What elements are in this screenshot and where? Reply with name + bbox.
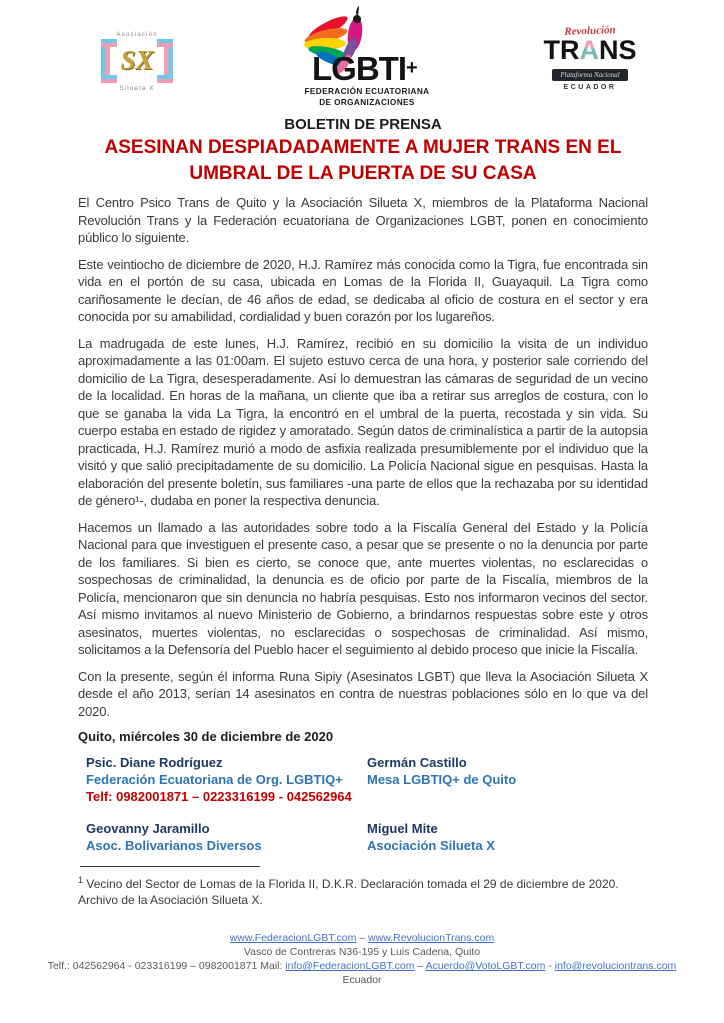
trans-flag-right-bracket-icon (156, 39, 173, 83)
federation-acronym: LGBTI (312, 50, 406, 87)
footer-separator: – (414, 960, 426, 972)
footer-contact-text: Telf.: 042562964 - 023316199 – 0982001871 Mail: (47, 960, 286, 972)
signatory-name: Germán Castillo (367, 755, 467, 771)
footer-separator: – (356, 932, 369, 944)
revoluciontrans-website-link[interactable]: www.RevolucionTrans.com (368, 932, 495, 944)
signatory-org: Asociación Silueta X (367, 838, 495, 854)
footer-address: Vasco de Contreras N36-195 y Luis Cadena, Quito (243, 946, 481, 958)
footer-separator: - (545, 960, 555, 972)
footnote-marker: 1 (78, 875, 84, 886)
paragraph-statistics: Con la presente, según él informa Runa Sipiy (Asesinatos LGBT) que lleva la Asociación Silueta X desde el año 2013, serían 14 asesinatos en contra de nuestras poblaciones sólo en lo que va del 2020. (78, 668, 648, 719)
federation-subtitle-line2: DE ORGANIZACIONES (319, 98, 415, 108)
logo-header (78, 8, 648, 114)
footnote-text: Vecino del Sector de Lomas de la Florida II, D.K.R. Declaración tomada el 29 de diciembre de 2020. Archivo de la Asociación Silueta X. (78, 877, 619, 908)
paragraph-discovery: Este veintiocho de diciembre de 2020, H.J. Ramírez más conocida como la Tigra, fue encontrada sin vida en el portón de su casa, ubicada en Lomas de la Florida II, Guayaquil. La Tigra como cariñosamente le decían, de 46 años de edad, se dedicaba al oficio de costura en el sector y era conocida por su amabilidad, cordialidad y buen corazón por los lugareños. (78, 256, 648, 325)
signature-geovanny-jaramillo (86, 820, 367, 854)
signature-german-castillo (367, 754, 648, 805)
signatory-org: Asoc. Bolivarianos Diversos (86, 838, 262, 854)
signatory-name: Geovanny Jaramillo (86, 821, 210, 837)
federation-plus-sign: + (405, 57, 418, 79)
footer-contact-line (0, 959, 724, 973)
paragraph-details: La madrugada de este lunes, H.J. Ramírez, recibió en su domicilio la visita de un individuo aproximadamente a las 01:00am. El sujeto estuvo cerca de una hora, y posterior sale corriendo del domicilio de La Tigra, desesperadamente. Así lo demuestran las cámaras de seguridad de un vecino de la localidad. En horas de la mañana, un cliente que iba a retirar sus arreglos de costura, con lo que se ganaba la vida La Tigra, la encontró en el umbral de la puerta, recostada y sin vida. Su cuerpo estaba en estado de rigidez y amoratado. Según datos de criminalística a partir de la autopsia practicada, H.J. Ramírez murió a modo de asfixia realizada presumiblemente por el individuo que la visitó y que salió precipitadamente de su domicilio. La Policía Nacional sigue en pesquisas. Hasta la elaboración del presente boletín, sus familiares -una parte de ellos que la rechazaba por su identidad de género¹-, dudaba en poner la respectiva denuncia. (78, 335, 648, 509)
trans-flag-left-bracket-icon (101, 39, 118, 83)
footnote (78, 872, 648, 908)
body-text (78, 194, 648, 720)
silueta-x-logo (82, 31, 192, 92)
federation-website-link[interactable]: www.FederacionLGBT.com (229, 932, 357, 944)
signatory-org: Federación Ecuatoriana de Org. LGBTIQ+ (86, 772, 343, 788)
silueta-x-bottom-label: Silueta X (119, 84, 155, 92)
federation-subtitle-line1: FEDERACIÓN ECUATORIANA (304, 87, 430, 96)
trans-country-label: ECUADOR (563, 84, 617, 91)
headline: ASESINAN DESPIADADAMENTE A MUJER TRANS EN EL UMBRAL DE LA PUERTA DE SU CASA (104, 137, 622, 184)
federation-lgbti-logo (272, 8, 452, 114)
signature-diane-rodriguez (86, 754, 367, 805)
revolucion-trans-logo (532, 25, 648, 91)
silueta-x-top-label: Asociación (116, 30, 158, 38)
trans-flag-letter-a: A (579, 35, 599, 65)
signature-miguel-mite (367, 820, 648, 854)
signatory-phone: Telf: 0982001871 – 0223316199 - 042562964 (86, 789, 352, 805)
paragraph-authorities-call: Hacemos un llamado a las autoridades sobre todo a la Fiscalía General del Estado y la Policía Nacional para que investiguen el presente caso, a pesar que se presente o no la denuncia por parte de los familiares. Si bien es cierto, se conoce que, ante muertes violentas, no esclarecidas o sospechosas de criminalidad, la denuncia es de oficio por parte de la Fiscalía, miembros de la Policía, mencionaron que sin denuncia no habría pesquisas. Esto nos informaron vecinos del sector. Así mismo invitamos al nuevo Ministerio de Gobierno, a brindarnos respuestas sobre este y otros asesinatos, muertes violentas, no esclarecidas o sospechosas de criminalidad. Así mismo, solicitamos a la Defensoría del Pueblo hacer el seguimiento al debido proceso que inicie la Fiscalía. (78, 519, 648, 658)
footer-country: Ecuador (342, 974, 382, 986)
paragraph-intro: El Centro Psico Trans de Quito y la Asociación Silueta X, miembros de la Plataforma Nacional Revolución Trans y la Federación ecuatoriana de Organizaciones LGBT, ponen en conocimiento público lo siguiente. (78, 195, 648, 246)
signature-block (86, 754, 648, 854)
bulletin-kicker: BOLETIN DE PRENSA (284, 116, 442, 133)
signatory-name: Psic. Diane Rodríguez (86, 755, 223, 771)
dateline: Quito, miércoles 30 de diciembre de 2020 (78, 729, 334, 745)
trans-banner-ribbon: Plataforma Nacional (552, 69, 627, 81)
signatory-name: Miguel Mite (367, 821, 438, 837)
silueta-x-monogram: SX (120, 45, 154, 75)
trans-wordmark: TRANS (543, 35, 637, 65)
footnote-divider (80, 866, 260, 867)
footer-links-line (0, 931, 724, 945)
revoluciontrans-email-link[interactable]: info@revoluciontrans.com (554, 960, 677, 972)
revolucion-script-label: Revolución (564, 24, 616, 38)
federation-email-link[interactable]: info@FederacionLGBT.com (285, 960, 415, 972)
votolgbt-email-link[interactable]: Acuerdo@VotoLGBT.com (425, 960, 546, 972)
signatory-org: Mesa LGBTIQ+ de Quito (367, 772, 517, 788)
page-footer (0, 931, 724, 987)
